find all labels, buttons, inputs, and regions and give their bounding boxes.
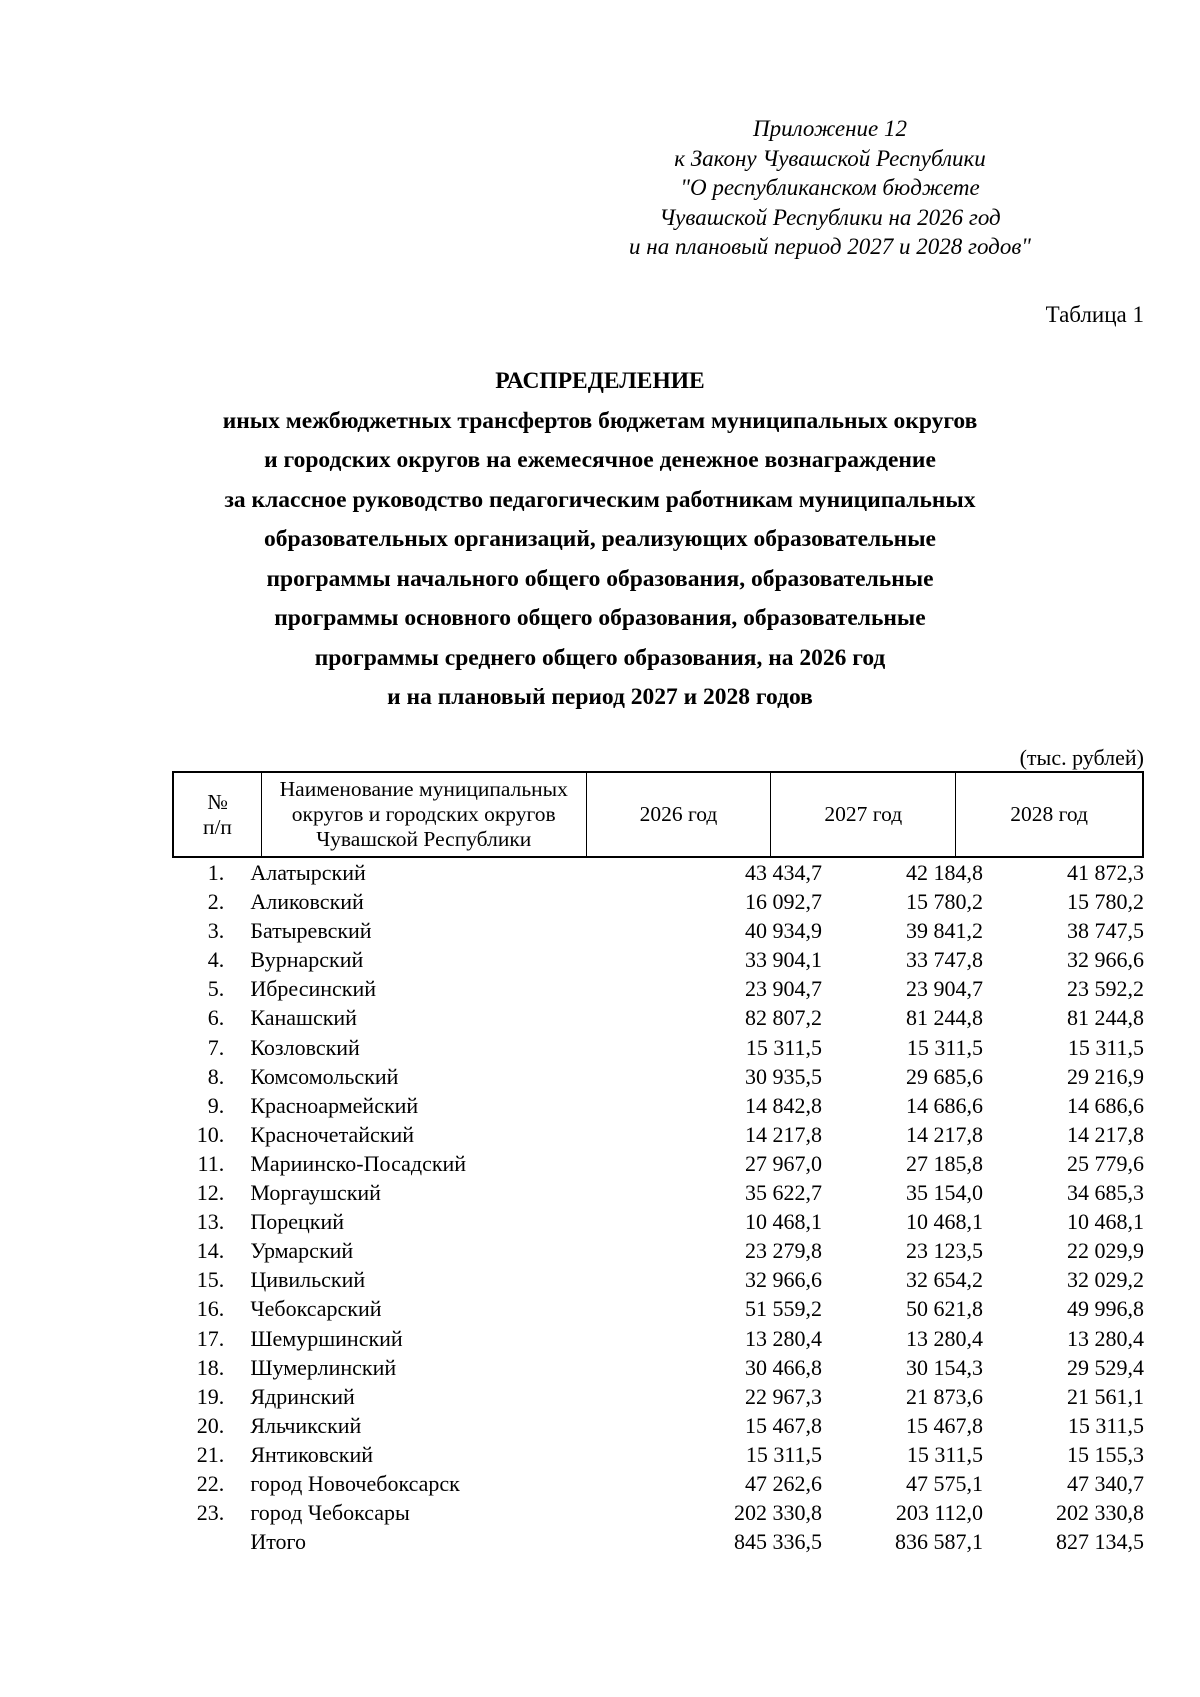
row-number: 12. (196, 1180, 225, 1206)
row-number: 4. (207, 947, 225, 973)
table-row (172, 1265, 1144, 1294)
cell-spacer (224, 1178, 250, 1207)
value-2028: 29 216,9 (1067, 1063, 1145, 1089)
row-number: 8. (207, 1063, 225, 1089)
value-2026: 32 966,6 (745, 1267, 823, 1293)
value-2026: 16 092,7 (745, 889, 823, 915)
row-name: Красночетайский (250, 1121, 414, 1147)
table-row (172, 1003, 1144, 1032)
row-name: Яльчикский (250, 1412, 362, 1438)
row-name: город Новочебоксарск (250, 1470, 460, 1496)
row-name: Мариинско-Посадский (250, 1150, 467, 1176)
value-2028: 32 966,6 (1067, 947, 1145, 973)
value-2027: 35 154,0 (906, 1180, 984, 1206)
cell-spacer (224, 1120, 250, 1149)
value-2028: 15 780,2 (1067, 889, 1145, 915)
value-2026: 15 311,5 (745, 1034, 823, 1060)
value-2026: 22 967,3 (745, 1383, 823, 1409)
appendix-line: Приложение 12 (752, 116, 907, 141)
row-name: Алатырский (250, 860, 366, 885)
header-2026: 2026 год (587, 773, 772, 856)
value-2027: 15 780,2 (906, 889, 984, 915)
table-row (172, 974, 1144, 1003)
table-header (172, 771, 1144, 858)
table-row (172, 916, 1144, 945)
value-2028: 41 872,3 (1067, 860, 1145, 885)
value-2028: 25 779,6 (1067, 1150, 1145, 1176)
cell-spacer (224, 1527, 250, 1556)
value-2026: 14 842,8 (745, 1092, 823, 1118)
table-row (172, 1498, 1144, 1527)
value-2028: 47 340,7 (1067, 1470, 1145, 1496)
header-2028: 2028 год (1010, 802, 1088, 826)
total-2027: 836 587,1 (895, 1529, 984, 1555)
header-name-line: Наименование муниципальных (279, 777, 568, 801)
value-2026: 33 904,1 (745, 947, 823, 973)
value-2026: 10 468,1 (745, 1209, 823, 1235)
value-2026: 30 466,8 (745, 1354, 823, 1380)
appendix-line: "О республиканском бюджете (680, 175, 980, 200)
cell-spacer (224, 1062, 250, 1091)
row-name: Ядринский (250, 1383, 355, 1409)
value-2028: 32 029,2 (1067, 1267, 1145, 1293)
table-label: Таблица 1 (1045, 302, 1144, 327)
table-row (172, 858, 1144, 887)
total-2026: 845 336,5 (734, 1529, 823, 1555)
table-row (172, 1149, 1144, 1178)
value-2028: 81 244,8 (1067, 1005, 1145, 1031)
table-row (172, 1382, 1144, 1411)
row-number: 18. (196, 1354, 225, 1380)
row-number: 17. (196, 1325, 225, 1351)
units-label: (тыс. рублей) (1019, 745, 1144, 770)
appendix-line: к Закону Чувашской Республики (674, 145, 986, 171)
title-line: и городских округов на ежемесячное денежное вознаграждение (264, 447, 936, 473)
row-number: 9. (207, 1092, 225, 1118)
value-2027: 23 123,5 (906, 1238, 984, 1264)
row-name: Вурнарский (250, 947, 364, 973)
value-2027: 15 467,8 (906, 1412, 984, 1438)
cell-spacer (224, 1382, 250, 1411)
value-2028: 10 468,1 (1067, 1209, 1145, 1235)
cell-spacer (224, 1265, 250, 1294)
header-number-line: п/п (202, 814, 232, 839)
appendix-line: Чувашской Республики на 2026 год (659, 204, 1001, 230)
table-row (172, 1207, 1144, 1236)
row-name: Чебоксарский (250, 1296, 382, 1322)
row-name: Шумерлинский (250, 1354, 397, 1380)
cell-spacer (224, 1411, 250, 1440)
title-line: РАСПРЕДЕЛЕНИЕ (495, 368, 705, 394)
header-2027: 2027 год (771, 773, 956, 856)
row-number: 2. (207, 889, 225, 915)
row-name: Козловский (250, 1034, 360, 1060)
value-2026: 40 934,9 (745, 918, 823, 944)
row-name: Янтиковский (250, 1441, 373, 1467)
row-name: Аликовский (250, 889, 364, 915)
table-row (172, 887, 1144, 916)
header-number-line: № (207, 789, 228, 814)
value-2028: 38 747,5 (1067, 918, 1145, 944)
header-number (174, 773, 262, 856)
value-2027: 33 747,8 (906, 947, 984, 973)
value-2028: 23 592,2 (1067, 976, 1145, 1002)
cell-spacer (224, 887, 250, 916)
value-2026: 43 434,7 (745, 860, 823, 885)
cell-spacer (224, 1440, 250, 1469)
value-2026: 202 330,8 (734, 1500, 823, 1526)
document-title (100, 362, 1100, 718)
value-2026: 14 217,8 (745, 1121, 823, 1147)
cell-spacer (224, 1207, 250, 1236)
row-number: 23. (196, 1500, 225, 1526)
title-line: образовательных организаций, реализующих образовательные (264, 526, 936, 552)
value-2027: 14 686,6 (906, 1092, 984, 1118)
value-2027: 14 217,8 (906, 1121, 984, 1147)
cell-spacer (224, 1091, 250, 1120)
value-2026: 51 559,2 (745, 1296, 823, 1322)
value-2027: 81 244,8 (906, 1005, 984, 1031)
table-row (172, 1033, 1144, 1062)
value-2028: 13 280,4 (1067, 1325, 1145, 1351)
row-number: 20. (196, 1412, 225, 1438)
value-2027: 39 841,2 (906, 918, 984, 944)
cell-spacer (224, 1324, 250, 1353)
value-2027: 15 311,5 (906, 1034, 984, 1060)
value-2026: 13 280,4 (745, 1325, 823, 1351)
table-row (172, 1294, 1144, 1323)
value-2026: 47 262,6 (745, 1470, 823, 1496)
value-2027: 47 575,1 (906, 1470, 984, 1496)
table-row (172, 1411, 1144, 1440)
cell-spacer (224, 1003, 250, 1032)
table-body (172, 858, 1144, 1556)
cell-spacer (224, 1149, 250, 1178)
table-row (172, 1469, 1144, 1498)
cell-spacer (224, 916, 250, 945)
value-2027: 27 185,8 (906, 1150, 984, 1176)
row-name: Урмарский (250, 1238, 354, 1264)
value-2026: 23 279,8 (745, 1238, 823, 1264)
value-2026: 15 467,8 (745, 1412, 823, 1438)
cell-spacer (224, 974, 250, 1003)
value-2027: 15 311,5 (906, 1441, 984, 1467)
cell-spacer (224, 1033, 250, 1062)
appendix-reference (560, 114, 1100, 262)
row-number: 14. (196, 1238, 225, 1264)
row-number: 6. (207, 1005, 225, 1031)
title-line: программы среднего общего образования, на 2026 год (314, 644, 886, 671)
row-name: Комсомольский (250, 1063, 399, 1089)
row-number: 16. (196, 1296, 225, 1322)
cell-spacer (224, 1353, 250, 1382)
row-name: Батыревский (250, 918, 372, 944)
value-2027: 23 904,7 (906, 976, 984, 1002)
cell-spacer (224, 1294, 250, 1323)
row-number: 11. (197, 1150, 225, 1176)
value-2028: 29 529,4 (1067, 1354, 1145, 1380)
header-name-line: округов и городских округов (291, 802, 556, 826)
table-row (172, 1353, 1144, 1382)
value-2028: 22 029,9 (1067, 1238, 1145, 1264)
header-name (262, 773, 587, 856)
total-label: Итого (250, 1529, 307, 1555)
value-2028: 15 155,3 (1067, 1441, 1145, 1467)
value-2026: 15 311,5 (745, 1441, 823, 1467)
value-2026: 35 622,7 (745, 1180, 823, 1206)
table-row (172, 1324, 1144, 1353)
value-2027: 32 654,2 (906, 1267, 984, 1293)
value-2028: 15 311,5 (1067, 1034, 1145, 1060)
row-name: Ибресинский (250, 976, 377, 1002)
value-2027: 50 621,8 (906, 1296, 984, 1322)
row-number: 10. (196, 1121, 225, 1147)
total-2028: 827 134,5 (1056, 1529, 1145, 1555)
row-name: Цивильский (250, 1267, 366, 1293)
title-line: программы основного общего образования, образовательные (274, 605, 926, 631)
value-2027: 29 685,6 (906, 1063, 984, 1089)
value-2027: 203 112,0 (895, 1500, 984, 1526)
row-name: город Чебоксары (250, 1500, 410, 1526)
row-number: 5. (207, 976, 225, 1002)
cell-spacer (224, 858, 250, 887)
row-name: Канашский (250, 1005, 357, 1031)
row-number: 21. (196, 1441, 225, 1467)
row-number: 7. (207, 1034, 225, 1060)
row-name: Шемуршинский (250, 1325, 403, 1351)
value-2028: 21 561,1 (1067, 1383, 1145, 1409)
value-2026: 30 935,5 (745, 1063, 823, 1089)
value-2027: 42 184,8 (906, 860, 984, 885)
header-name-line: Чувашской Республики (316, 827, 532, 851)
value-2028: 14 217,8 (1067, 1121, 1145, 1147)
row-number: 15. (196, 1267, 225, 1293)
title-line: программы начального общего образования, образовательные (266, 565, 934, 592)
row-name: Порецкий (250, 1209, 344, 1235)
title-line: за классное руководство педагогическим работникам муниципальных (224, 486, 976, 513)
cell-spacer (224, 945, 250, 974)
value-2028: 34 685,3 (1067, 1180, 1145, 1206)
value-2028: 202 330,8 (1056, 1500, 1145, 1526)
row-number: 13. (196, 1209, 225, 1235)
value-2028: 14 686,6 (1067, 1092, 1145, 1118)
value-2027: 30 154,3 (906, 1354, 984, 1380)
title-line: иных межбюджетных трансфертов бюджетам муниципальных округов (222, 407, 978, 434)
total-row (172, 1527, 1144, 1556)
cell-spacer (224, 1498, 250, 1527)
cell-spacer (172, 1527, 224, 1556)
value-2027: 13 280,4 (906, 1325, 984, 1351)
row-number: 3. (207, 918, 225, 944)
row-name: Моргаушский (250, 1180, 381, 1206)
title-line: и на плановый период 2027 и 2028 годов (387, 684, 813, 710)
value-2026: 82 807,2 (745, 1005, 823, 1031)
table-row (172, 1062, 1144, 1091)
table-row (172, 1236, 1144, 1265)
value-2026: 23 904,7 (745, 976, 823, 1002)
table-row (172, 945, 1144, 974)
value-2026: 27 967,0 (745, 1150, 823, 1176)
row-number: 1. (207, 860, 225, 885)
value-2027: 10 468,1 (906, 1209, 984, 1235)
row-number: 22. (196, 1470, 225, 1496)
value-2027: 21 873,6 (906, 1383, 984, 1409)
row-name: Красноармейский (250, 1092, 419, 1118)
value-2028: 49 996,8 (1067, 1296, 1145, 1322)
value-2028: 15 311,5 (1067, 1412, 1145, 1438)
table-row (172, 1178, 1144, 1207)
table-row (172, 1120, 1144, 1149)
cell-spacer (224, 1469, 250, 1498)
table-row (172, 1440, 1144, 1469)
table-row (172, 1091, 1144, 1120)
row-number: 19. (196, 1383, 225, 1409)
appendix-line: и на плановый период 2027 и 2028 годов" (629, 234, 1031, 259)
cell-spacer (224, 1236, 250, 1265)
